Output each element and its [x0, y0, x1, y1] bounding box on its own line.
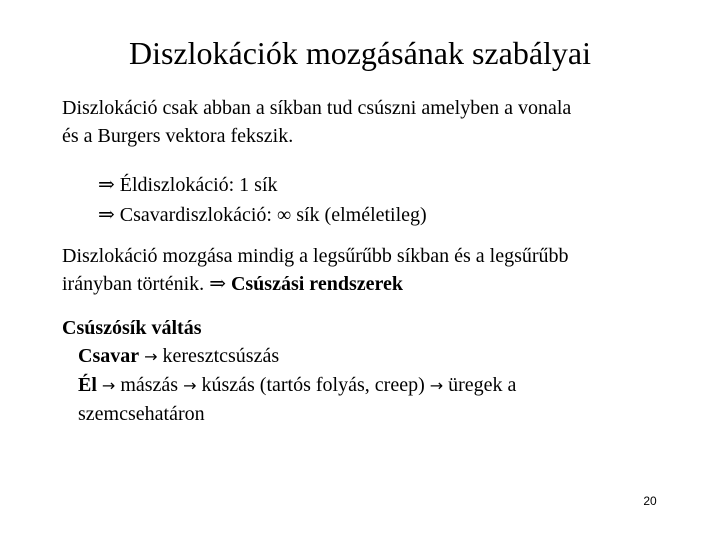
text-segment: keresztcsúszás — [162, 345, 280, 367]
right-arrow-icon: → — [144, 347, 158, 366]
text-line: Diszlokáció mozgása mindig a legsűrűbb síkban és a legsűrűbb — [62, 245, 569, 267]
section-heading — [62, 314, 702, 342]
right-arrow-icon: → — [101, 376, 116, 395]
paragraph-motion — [62, 242, 702, 298]
right-arrow-icon: → — [183, 376, 197, 395]
implies-arrow-icon: ⇒ — [209, 273, 226, 295]
bullet-list — [98, 170, 427, 230]
page-number: 20 — [643, 494, 657, 508]
implies-arrow-icon: ⇒ — [98, 174, 115, 196]
implies-arrow-icon: ⇒ — [98, 204, 115, 226]
bullet-text: Éldiszlokáció: 1 sík — [119, 174, 278, 196]
paragraph-cross-slip — [62, 314, 702, 428]
edge-line-continued: szemcsehatáron — [78, 403, 205, 425]
paragraph-slip-plane — [62, 94, 702, 150]
text-segment: kúszás (tartós folyás, creep) — [201, 374, 425, 396]
text-segment: irányban történik. — [62, 273, 205, 295]
screw-line — [62, 342, 702, 371]
bullet-item-screw — [98, 200, 427, 230]
edge-label: Él — [78, 374, 97, 396]
bullet-text: Csavardiszlokáció: ∞ sík (elméletileg) — [119, 204, 427, 226]
text-line — [62, 270, 702, 298]
text-segment: mászás — [120, 374, 179, 396]
text-line: Diszlokáció csak abban a síkban tud csúszni amelyben a vonala — [62, 97, 572, 119]
slip-systems-term: Csúszási rendszerek — [230, 273, 403, 295]
text-segment: üregek a — [448, 374, 517, 396]
edge-line — [62, 371, 702, 400]
heading-text: Csúszósík váltás — [62, 317, 202, 339]
slide-title: Diszlokációk mozgásának szabályai — [128, 35, 592, 71]
screw-label: Csavar — [78, 345, 140, 367]
bullet-item-edge — [98, 170, 427, 200]
right-arrow-icon: → — [429, 376, 444, 395]
text-line: és a Burgers vektora fekszik. — [62, 125, 294, 147]
